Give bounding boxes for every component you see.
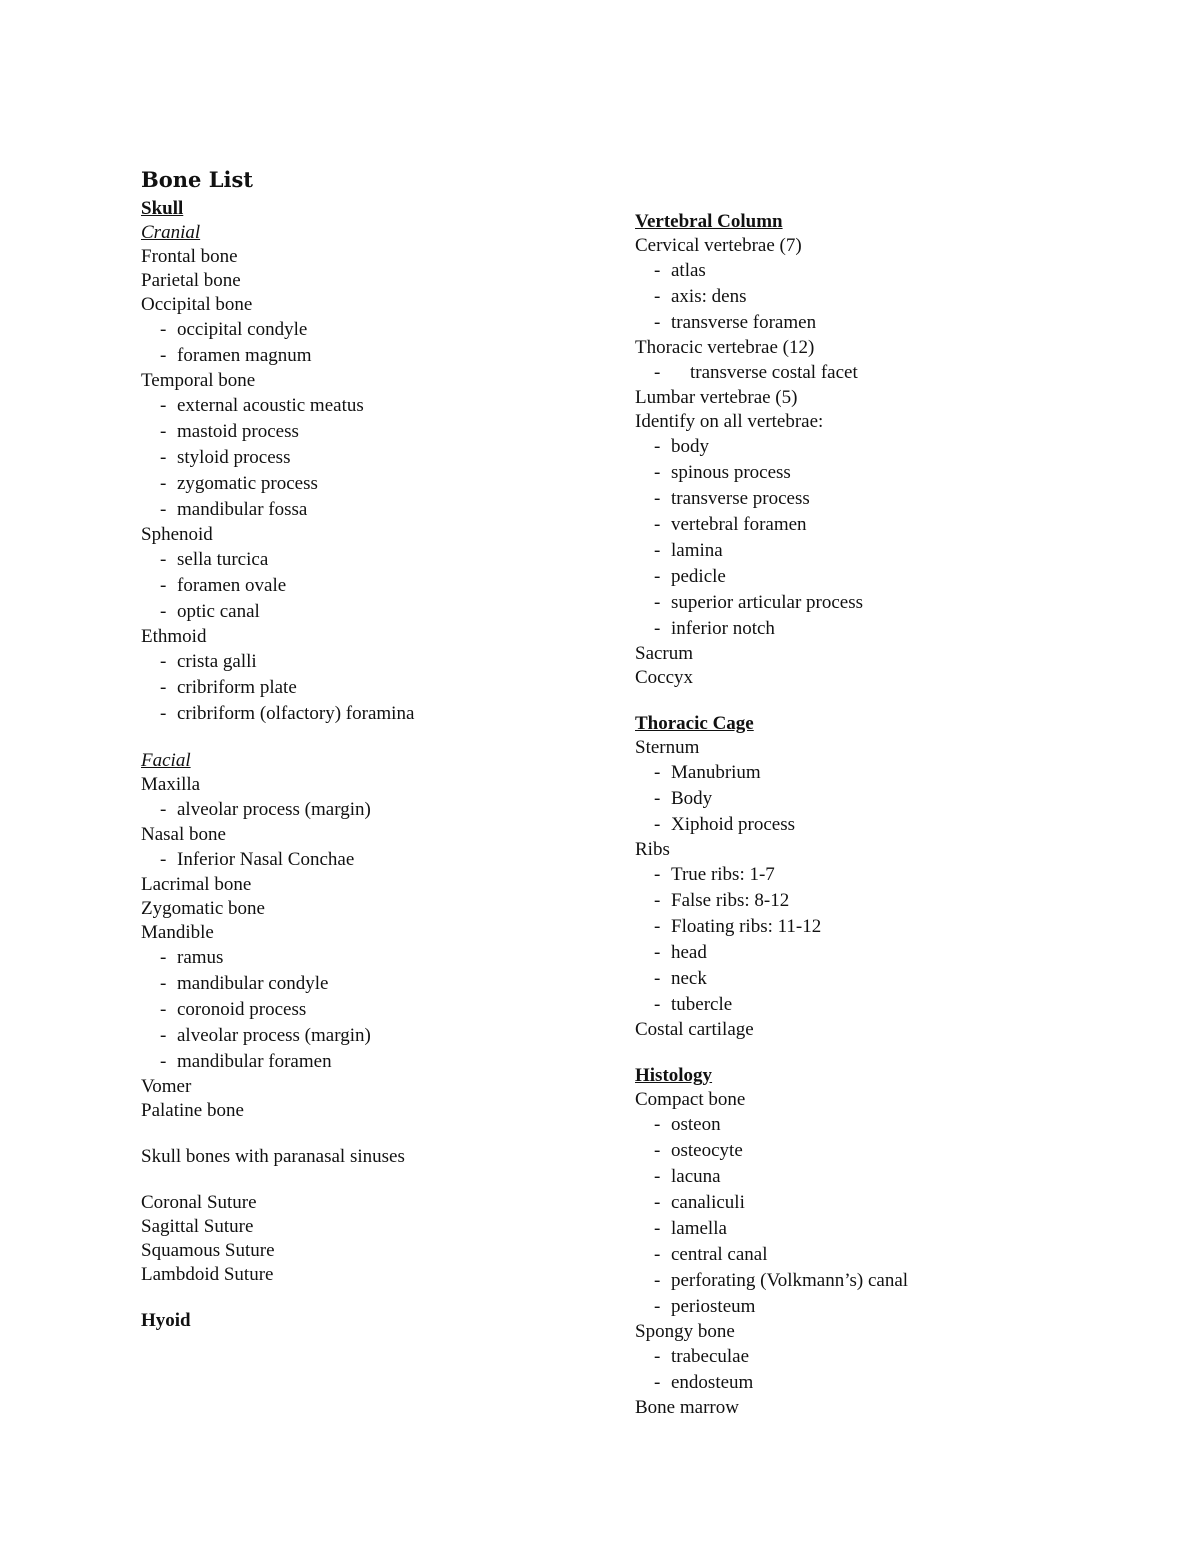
dash-bullet: - [654,890,661,911]
list-item-text: Parietal bone [141,270,241,291]
section-heading: Skull [141,198,184,219]
list-subitem-text: superior articular process [671,592,864,613]
dash-bullet: - [160,849,167,870]
dash-bullet: - [654,514,661,535]
list-line [141,625,414,649]
dash-bullet: - [654,1192,661,1213]
list-subitem [635,1242,908,1268]
list-subitem [635,538,908,564]
dash-bullet: - [160,345,167,366]
list-line [635,736,908,760]
list-subitem [635,616,908,642]
list-subitem [141,971,414,997]
list-subitem-text: inferior notch [671,618,775,639]
list-line [141,921,414,945]
list-subitem [141,1049,414,1075]
list-subitem [635,760,908,786]
list-subitem [141,997,414,1023]
list-item-text: Bone marrow [635,1397,739,1418]
list-subitem [635,434,908,460]
list-item-text: Squamous Suture [141,1240,275,1261]
list-subitem-text: neck [671,968,707,989]
list-subitem-text: trabeculae [671,1346,750,1367]
dash-bullet: - [654,312,661,333]
list-subitem [141,471,414,497]
list-subitem-text: mandibular condyle [177,973,329,994]
subsection-heading: Cranial [141,222,201,243]
list-subitem [635,966,908,992]
list-subitem-text: osteocyte [671,1140,743,1161]
list-line [635,1320,908,1344]
list-subitem [635,310,908,336]
list-subitem [635,486,908,512]
list-subitem [635,914,908,940]
section-heading: Vertebral Column [635,211,783,232]
subsection-heading: Facial [141,750,191,771]
dash-bullet: - [160,947,167,968]
list-subitem-text: vertebral foramen [671,514,807,535]
dash-bullet: - [654,864,661,885]
list-subitem-text: ramus [177,947,224,968]
list-subitem-text: cribriform plate [177,677,297,698]
list-subitem-text: tubercle [671,994,733,1015]
list-line [141,245,414,269]
list-subitem-text: True ribs: 1-7 [671,864,775,885]
list-subitem [141,945,414,971]
dash-bullet: - [654,488,661,509]
list-subitem [141,847,414,873]
dash-bullet: - [160,601,167,622]
list-item-text: Ribs [635,839,670,860]
list-item-text: Identify on all vertebrae: [635,411,824,432]
left-column [141,197,414,1333]
dash-bullet: - [654,814,661,835]
list-subitem [635,862,908,888]
dash-bullet: - [160,499,167,520]
list-subitem-text: Inferior Nasal Conchae [177,849,355,870]
list-subitem [635,1294,908,1320]
list-subitem-text: periosteum [671,1296,756,1317]
list-line [141,773,414,797]
list-item-text: Temporal bone [141,370,256,391]
list-line [635,642,908,666]
list-line [635,838,908,862]
list-subitem-text: optic canal [177,601,260,622]
list-subitem [141,599,414,625]
dash-bullet: - [160,799,167,820]
dash-bullet: - [654,1218,661,1239]
list-line [141,1099,414,1123]
list-subitem-text: pedicle [671,566,726,587]
dash-bullet: - [160,395,167,416]
list-line [141,369,414,393]
dash-bullet: - [654,566,661,587]
list-subitem [141,649,414,675]
dash-bullet: - [654,286,661,307]
dash-bullet: - [160,473,167,494]
dash-bullet: - [160,575,167,596]
list-subitem [635,992,908,1018]
list-subitem [635,1190,908,1216]
right-column [635,210,908,1420]
blank-line [141,727,414,749]
list-subitem-text: spinous process [671,462,791,483]
list-line [141,523,414,547]
list-item-text: Thoracic vertebrae (12) [635,337,815,358]
list-item-text: Nasal bone [141,824,226,845]
dash-bullet: - [160,549,167,570]
dash-bullet: - [654,618,661,639]
list-subitem [635,564,908,590]
list-subitem [635,512,908,538]
list-line [141,897,414,921]
list-subitem [635,460,908,486]
list-subitem [635,812,908,838]
list-subitem-text: transverse foramen [671,312,817,333]
dash-bullet: - [654,436,661,457]
list-subitem [635,284,908,310]
dash-bullet: - [654,1140,661,1161]
list-subitem-text: transverse costal facet [690,362,858,383]
dash-bullet: - [654,462,661,483]
dash-bullet: - [160,421,167,442]
list-subitem-text: head [671,942,707,963]
list-item-text: Coccyx [635,667,694,688]
list-item-text: Occipital bone [141,294,253,315]
list-line [141,1191,414,1215]
list-subitem-text: body [671,436,709,457]
list-subitem [141,445,414,471]
dash-bullet: - [654,1372,661,1393]
list-item-text: Skull bones with paranasal sinuses [141,1146,405,1167]
list-line [141,1239,414,1263]
list-item-text: Vomer [141,1076,192,1097]
dash-bullet: - [654,1270,661,1291]
list-subitem [141,1023,414,1049]
list-subitem-text: endosteum [671,1372,754,1393]
list-line [635,234,908,258]
list-line [141,1075,414,1099]
list-subitem [635,1344,908,1370]
list-item-text: Frontal bone [141,246,238,267]
list-line [635,666,908,690]
list-subitem [635,1216,908,1242]
dash-bullet: - [160,677,167,698]
list-subitem [141,573,414,599]
list-line [635,336,908,360]
blank-line [635,690,908,712]
list-subitem-text: lacuna [671,1166,721,1187]
dash-bullet: - [654,788,661,809]
list-line [141,293,414,317]
list-subitem [141,343,414,369]
dash-bullet: - [654,1166,661,1187]
list-item-text: Sacrum [635,643,694,664]
list-item-text: Lumbar vertebrae (5) [635,387,798,408]
list-line [141,221,414,245]
list-subitem [141,497,414,523]
list-subitem-text: foramen magnum [177,345,312,366]
list-item-text: Zygomatic bone [141,898,265,919]
list-item-text: Ethmoid [141,626,207,647]
list-item-text: Lacrimal bone [141,874,252,895]
blank-line [141,1123,414,1145]
dash-bullet: - [654,916,661,937]
dash-bullet: - [160,651,167,672]
section-heading: Histology [635,1065,713,1086]
dash-bullet: - [160,703,167,724]
dash-bullet: - [160,1051,167,1072]
list-subitem [635,1112,908,1138]
dash-bullet: - [654,1244,661,1265]
list-subitem-text: Manubrium [671,762,761,783]
list-item-text: Maxilla [141,774,201,795]
list-subitem-text: Xiphoid process [671,814,796,835]
list-subitem [141,393,414,419]
list-subitem-text: mandibular fossa [177,499,308,520]
list-subitem-text: external acoustic meatus [177,395,364,416]
dash-bullet: - [654,994,661,1015]
list-line [141,1309,414,1333]
list-line [141,873,414,897]
list-subitem-text: cribriform (olfactory) foramina [177,703,415,724]
dash-bullet: - [160,1025,167,1046]
list-item-text: Lambdoid Suture [141,1264,274,1285]
list-subitem [141,419,414,445]
list-subitem-text: mastoid process [177,421,299,442]
list-subitem-text: foramen ovale [177,575,287,596]
dash-bullet: - [654,540,661,561]
list-subitem-text: osteon [671,1114,721,1135]
list-subitem-text: lamella [671,1218,727,1239]
list-subitem [141,547,414,573]
list-line [141,269,414,293]
dash-bullet: - [654,1296,661,1317]
list-line [141,1263,414,1287]
dash-bullet: - [654,1114,661,1135]
list-item-text: Sagittal Suture [141,1216,254,1237]
list-subitem-text: occipital condyle [177,319,308,340]
dash-bullet: - [160,447,167,468]
list-line [141,197,414,221]
list-line [635,386,908,410]
blank-line [141,1287,414,1309]
list-subitem-text: coronoid process [177,999,307,1020]
list-subitem [635,1370,908,1396]
list-subitem-text: styloid process [177,447,291,468]
list-subitem [635,590,908,616]
dash-bullet: - [654,362,661,383]
list-line [635,1088,908,1112]
list-line [635,1018,908,1042]
list-line [141,749,414,773]
list-item-text: Cervical vertebrae (7) [635,235,802,256]
list-line [635,1064,908,1088]
list-subitem-text: lamina [671,540,723,561]
section-heading: Thoracic Cage [635,713,754,734]
list-subitem-text: canaliculi [671,1192,745,1213]
list-subitem-text: crista galli [177,651,257,672]
list-line [635,410,908,434]
dash-bullet: - [654,942,661,963]
list-subitem [635,1138,908,1164]
dash-bullet: - [654,968,661,989]
list-subitem-text: alveolar process (margin) [177,799,371,820]
list-subitem-text: False ribs: 8-12 [671,890,790,911]
list-line [635,210,908,234]
dash-bullet: - [160,999,167,1020]
list-subitem-text: Body [671,788,713,809]
list-subitem [635,1268,908,1294]
list-subitem-text: alveolar process (margin) [177,1025,371,1046]
list-subitem [635,940,908,966]
list-subitem-text: zygomatic process [177,473,318,494]
list-item-text: Sternum [635,737,700,758]
dash-bullet: - [654,1346,661,1367]
list-line [141,1215,414,1239]
list-subitem [635,258,908,284]
list-item-text: Compact bone [635,1089,746,1110]
list-subitem [635,1164,908,1190]
dash-bullet: - [654,592,661,613]
list-subitem [635,360,908,386]
list-item-text: Spongy bone [635,1321,735,1342]
list-subitem-text: transverse process [671,488,810,509]
list-item-text: Sphenoid [141,524,213,545]
list-item-text: Coronal Suture [141,1192,257,1213]
list-subitem-text: sella turcica [177,549,269,570]
list-item-text: Mandible [141,922,214,943]
list-subitem-text: axis: dens [671,286,747,307]
list-item-text: Palatine bone [141,1100,244,1121]
dash-bullet: - [160,319,167,340]
dash-bullet: - [654,260,661,281]
list-subitem [635,786,908,812]
blank-line [141,1169,414,1191]
dash-bullet: - [654,762,661,783]
list-subitem-text: atlas [671,260,706,281]
list-subitem [141,675,414,701]
section-heading: Hyoid [141,1310,191,1331]
blank-line [635,1042,908,1064]
list-subitem-text: perforating (Volkmann’s) canal [671,1270,909,1291]
list-subitem-text: Floating ribs: 11-12 [671,916,822,937]
list-subitem-text: central canal [671,1244,768,1265]
list-line [635,1396,908,1420]
list-subitem [141,317,414,343]
dash-bullet: - [160,973,167,994]
list-item-text: Costal cartilage [635,1019,754,1040]
list-subitem [141,701,414,727]
list-line [635,712,908,736]
document-title: Bone List [141,167,253,192]
list-subitem-text: mandibular foramen [177,1051,332,1072]
list-subitem [635,888,908,914]
list-subitem [141,797,414,823]
list-line [141,1145,414,1169]
list-line [141,823,414,847]
